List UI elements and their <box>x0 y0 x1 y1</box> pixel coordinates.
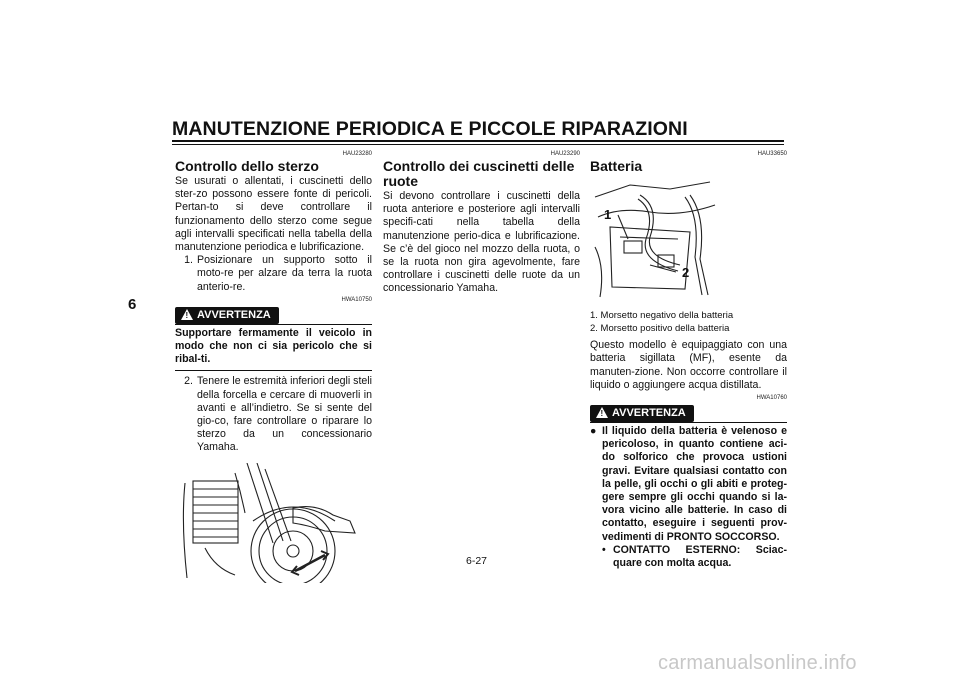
step-1 <box>175 254 372 294</box>
bullet-dot-icon: ● <box>590 425 597 438</box>
callout-1: 1 <box>604 207 612 222</box>
exclamation-icon: ! <box>185 310 189 320</box>
exclamation-icon: ! <box>600 409 604 419</box>
section-code: HAU23290 <box>550 151 580 157</box>
warning-code: HWA10760 <box>756 395 787 402</box>
warning-rule <box>590 422 787 423</box>
warning-code: HWA10750 <box>341 296 372 303</box>
fork-check-drawing <box>175 463 360 583</box>
warning-subbullet <box>602 544 787 570</box>
header-rule <box>172 140 784 142</box>
callout-2: 2 <box>682 265 690 280</box>
step-number: 2. <box>184 375 193 388</box>
section-heading-steering: Controllo dello sterzo <box>175 158 319 174</box>
warning-label: AVVERTENZA <box>197 308 271 321</box>
step-2 <box>175 375 372 454</box>
section-code: HAU23280 <box>342 151 372 157</box>
step-number: 1. <box>184 254 193 267</box>
step-text: Tenere le estremità inferiori degli steli della forcella e cercare di muoverli in avanti e all’indietro. Se si sente del gio-co, fare controllare o riparare lo sterzo da un concessionario Yamaha. <box>197 375 372 454</box>
steering-intro: Se usurati o allentati, i cuscinetti dello ster-zo possono essere fonte di pericoli. Pertan-to si deve controllare il funzionamento dello sterzo come segue agli intervalli specificati nella tabella della manutenzione periodica e lubrificazione. <box>175 175 372 254</box>
warning-bullet <box>590 425 787 544</box>
middle-column <box>383 150 580 296</box>
fork-illustration <box>175 463 372 587</box>
warning-rule <box>175 324 372 325</box>
bullet-text: Il liquido della batteria è velenoso e pericoloso, in quanto contiene aci-do solforico che provoca ustioni gravi. Evitare qualsiasi contatto con la pelle, gli occhi o gli abiti e proteg-gere sempre gli occhi quando si la-vora vicino alle batterie. In caso di contatto, eseguire i seguenti prov-vedimenti di PRONTO SOCCORSO. <box>602 425 787 543</box>
warning-badge <box>590 405 694 422</box>
header-rule-thin <box>172 144 784 145</box>
warning-text: Supportare fermamente il veicolo in modo che non ci sia pericolo che si ribal-ti. <box>175 326 372 366</box>
warning-header <box>175 307 372 325</box>
warning-badge <box>175 307 279 324</box>
page-title: MANUTENZIONE PERIODICA E PICCOLE RIPARAZIONI <box>172 118 688 140</box>
step-text: Posizionare un supporto sotto il moto-re per alzare da terra la ruota anterio-re. <box>197 254 372 293</box>
battery-drawing <box>590 177 720 302</box>
subbullet-text: CONTATTO ESTERNO: Sciac-quare con molta acqua. <box>613 543 787 570</box>
section-code: HAU33650 <box>757 151 787 157</box>
right-column <box>590 150 787 570</box>
caption-item-2: 2. Morsetto positivo della batteria <box>590 322 730 334</box>
section-heading-wheel-bearings: Controllo dei cuscinetti delle ruote <box>383 158 575 189</box>
warning-header <box>590 405 787 423</box>
caption-item-1: 1. Morsetto negativo della batteria <box>590 310 734 322</box>
warning-end-rule <box>175 370 372 371</box>
figure-caption <box>590 310 787 335</box>
battery-text: Questo modello è equipaggiato con una batteria sigillata (MF), esente da manuten-zione. Non occorre controllare il liquido o aggiungere acqua distillata. <box>590 339 787 391</box>
wheel-bearings-text: Si devono controllare i cuscinetti della ruota anteriore e posteriore agli intervalli specifi-cati nella tabella della manutenzione perio-dica e lubrificazione. Se c’è del gioco nel mozzo della ruota, o se la ruota non gira agevolmente, fare controllare i cuscinetti delle ruote da un concessionario Yamaha. <box>383 190 580 295</box>
watermark: carmanualsonline.info <box>658 652 857 674</box>
section-heading-battery: Batteria <box>590 158 643 174</box>
warning-label: AVVERTENZA <box>612 407 686 420</box>
page-number: 6-27 <box>466 555 488 567</box>
left-column <box>175 150 372 587</box>
subbullet-dot-icon: • <box>602 543 606 556</box>
chapter-tab: 6 <box>128 296 137 313</box>
battery-illustration <box>590 177 787 306</box>
